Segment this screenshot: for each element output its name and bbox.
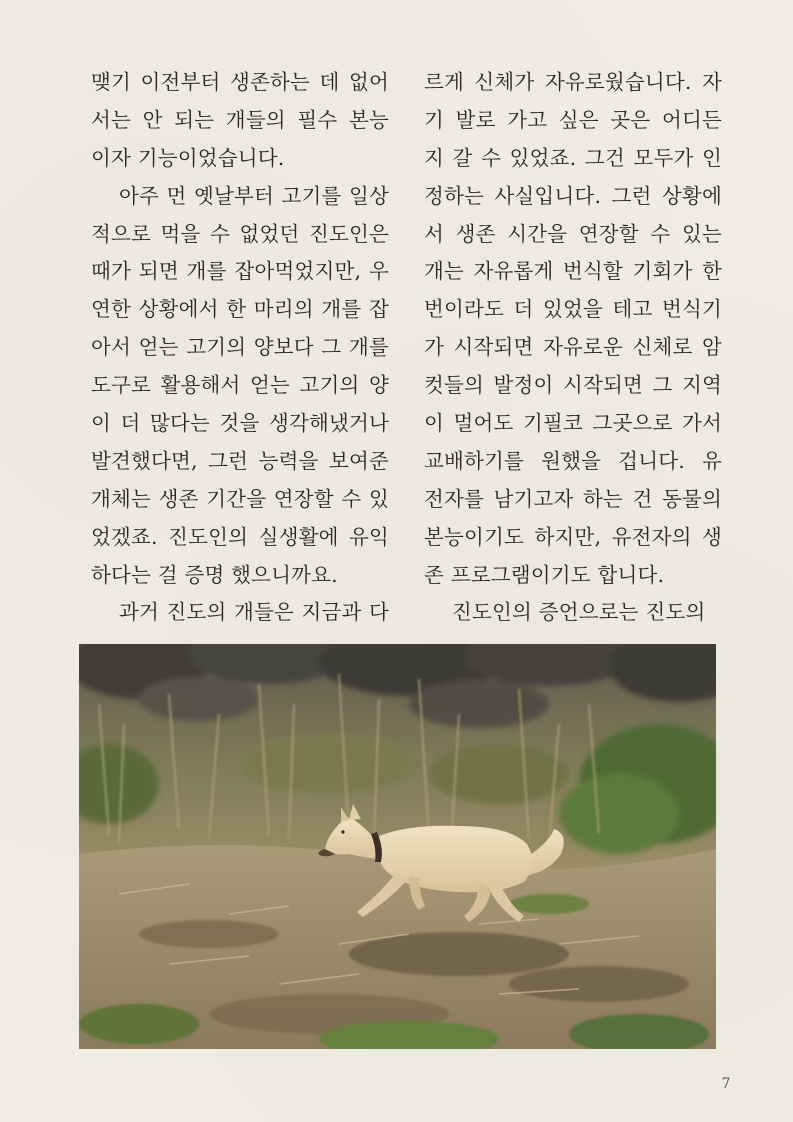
text-line: 번이라도 더 있었을 테고 번식기	[424, 297, 722, 322]
text-line: 었겠죠. 진도인의 실생활에 유익	[91, 524, 389, 549]
text-line: 적으로 먹을 수 없었던 진도인은	[91, 221, 389, 246]
text-line: 과거 진도의 개들은 지금과 다	[119, 600, 389, 625]
text-line: 이 멀어도 기필코 그곳으로 가서	[424, 411, 722, 436]
text-line: 지 갈 수 있었죠. 그건 모두가 인	[424, 145, 722, 170]
text-line: 본능이기도 하지만, 유전자의 생	[424, 524, 722, 549]
text-line: 가 시작되면 자유로운 신체로 암	[424, 335, 722, 360]
text-line: 진도인의 증언으로는 진도의	[452, 600, 706, 625]
text-line: 연한 상황에서 한 마리의 개를 잡	[91, 297, 389, 322]
text-line: 르게 신체가 자유로웠습니다. 자	[424, 70, 722, 94]
page-number: 7	[721, 1076, 731, 1092]
text-line: 맺기 이전부터 생존하는 데 없어	[91, 70, 389, 94]
text-line: 아주 먼 옛날부터 고기를 일상	[119, 183, 389, 208]
text-line: 서는 안 되는 개들의 필수 본능	[91, 107, 389, 132]
text-line: 전자를 남기고자 하는 건 동물의	[424, 486, 722, 511]
text-line: 정하는 사실입니다. 그런 상황에	[424, 183, 722, 208]
text-line: 때가 되면 개를 잡아먹었지만, 우	[91, 259, 389, 284]
text-line: 도구로 활용해서 얻는 고기의 양	[91, 373, 389, 398]
text-line: 존 프로그램이기도 합니다.	[424, 562, 665, 587]
dog-photo	[79, 644, 716, 1049]
text-line: 개체는 생존 기간을 연장할 수 있	[91, 486, 389, 511]
text-line: 발견했다면, 그런 능력을 보여준	[91, 448, 389, 473]
text-line: 교배하기를 원했을 겁니다. 유	[424, 448, 722, 473]
text-line: 아서 얻는 고기의 양보다 그 개를	[91, 335, 389, 360]
left-text-column	[91, 64, 389, 632]
text-line: 이자 기능이었습니다.	[91, 145, 285, 170]
text-line: 이 더 많다는 것을 생각해냈거나	[91, 411, 389, 436]
text-line: 컷들의 발정이 시작되면 그 지역	[424, 373, 722, 398]
text-line: 서 생존 시간을 연장할 수 있는	[424, 221, 722, 246]
right-text-column	[424, 64, 722, 632]
text-line: 하다는 걸 증명 했으니까요.	[91, 562, 338, 587]
text-line: 개는 자유롭게 번식할 기회가 한	[424, 259, 722, 284]
text-line: 기 발로 가고 싶은 곳은 어디든	[424, 107, 722, 132]
